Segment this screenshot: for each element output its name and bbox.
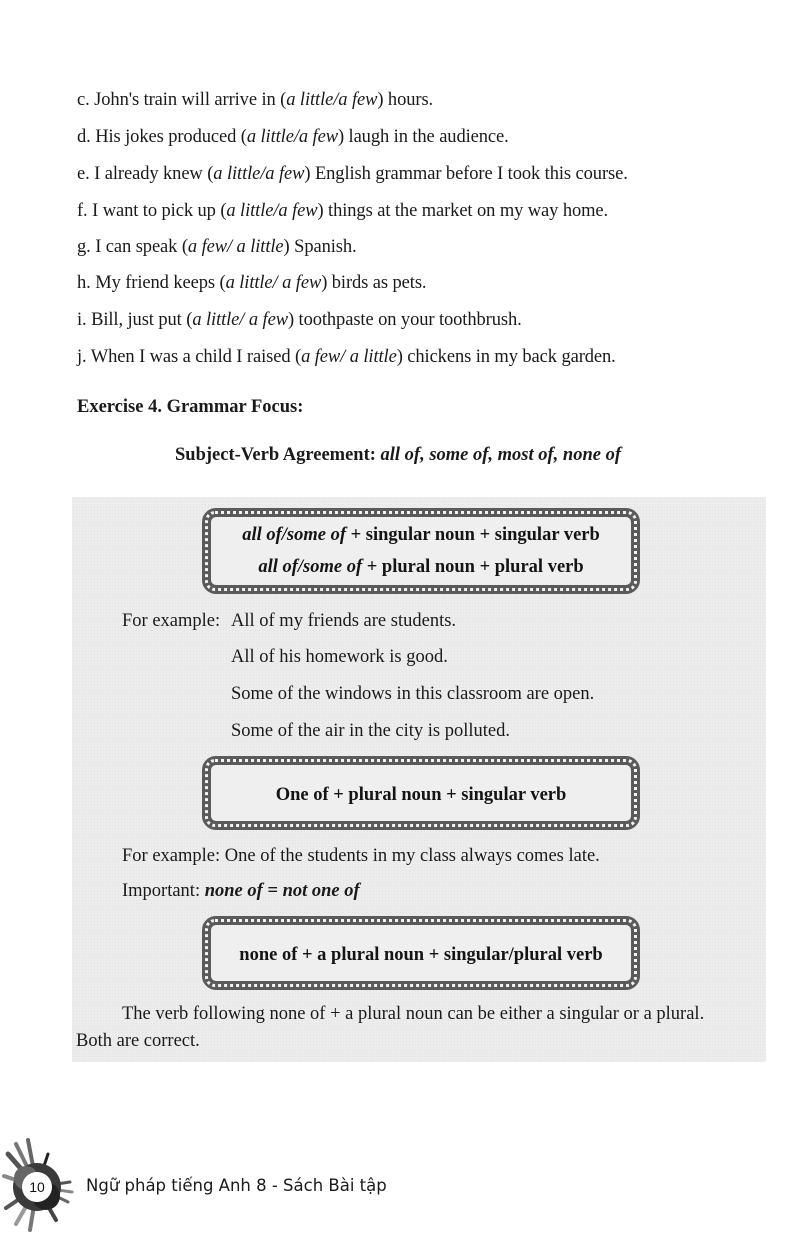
exercise-item-j: j. When I was a child I raised (a few/ a little) chickens in my back garden. xyxy=(77,347,616,367)
exercise-4-subheading: Subject-Verb Agreement: all of, some of, most of, none of xyxy=(175,445,622,465)
exercise-item-f: f. I want to pick up (a little/a few) things at the market on my way home. xyxy=(77,201,609,221)
exercise-item-e: e. I already knew (a little/a few) English grammar before I took this course. xyxy=(77,164,628,184)
exercise-item-i: i. Bill, just put (a little/ a few) toothpaste on your toothbrush. xyxy=(77,310,522,330)
rule-box-all-some-of xyxy=(202,508,640,594)
note-line-2: Both are correct. xyxy=(76,1031,200,1051)
important-note: Important: none of = not one of xyxy=(122,881,360,901)
example-sentence: All of my friends are students. xyxy=(231,611,457,631)
rule-line-plural: all of/some of + plural noun + plural verb xyxy=(258,557,584,577)
example-one-of: For example: One of the students in my class always comes late. xyxy=(122,846,600,866)
example-sentence: Some of the windows in this classroom are open. xyxy=(231,684,595,704)
exercise-item-h: h. My friend keeps (a little/ a few) birds as pets. xyxy=(77,273,427,293)
note-line-1: The verb following none of + a plural noun can be either a singular or a plural. xyxy=(122,1004,705,1024)
rule-one-of: One of + plural noun + singular verb xyxy=(275,785,567,805)
grammar-focus-panel xyxy=(72,497,766,1062)
examples-label: For example: xyxy=(122,611,221,631)
exercise-item-c: c. John's train will arrive in (a little/a few) hours. xyxy=(77,90,434,110)
rule-none-of: none of + a plural noun + singular/plural verb xyxy=(239,945,603,965)
rule-line-singular: all of/some of + singular noun + singular verb xyxy=(242,525,600,545)
exercise-item-d: d. His jokes produced (a little/a few) laugh in the audience. xyxy=(77,127,509,147)
rule-box-one-of xyxy=(202,756,640,830)
example-sentence: All of his homework is good. xyxy=(231,647,448,667)
book-title: Ngữ pháp tiếng Anh 8 - Sách Bài tập xyxy=(86,1176,387,1195)
exercise-item-g: g. I can speak (a few/ a little) Spanish. xyxy=(77,237,357,257)
page-number: 10 xyxy=(22,1172,52,1202)
exercise-4-heading: Exercise 4. Grammar Focus: xyxy=(77,397,304,417)
rule-box-none-of xyxy=(202,916,640,990)
example-sentence: Some of the air in the city is polluted. xyxy=(231,721,510,741)
